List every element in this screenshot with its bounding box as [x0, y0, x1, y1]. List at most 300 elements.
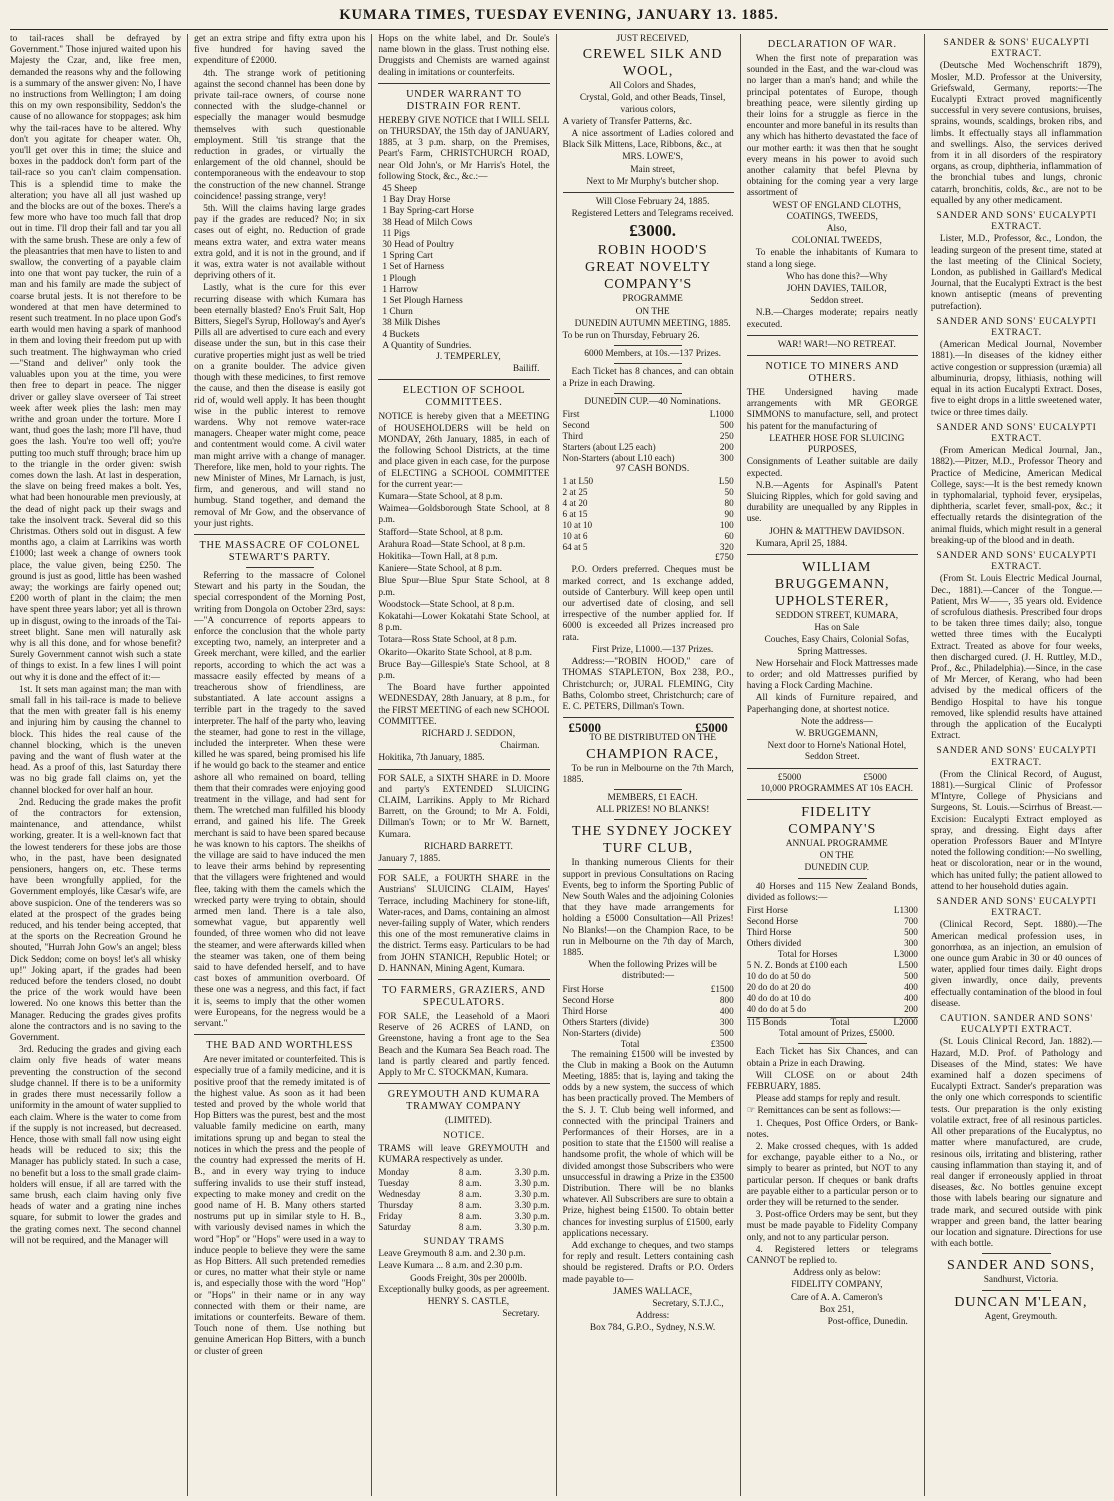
ad-line: Note the address—: [800, 716, 873, 727]
prize-heading: [563, 720, 734, 736]
table-cell: £3500: [710, 1038, 734, 1049]
ad-signature: RICHARD BARRETT.: [423, 841, 513, 852]
ad-line: Address:: [635, 1311, 670, 1322]
table-row: [563, 509, 734, 520]
article-paragraph: 5th. Will the claims having large grades pay if the grades are reduced? No; in six cases out of eight, no. Reduction of grade means extra water, and extra water means extra gold, and it is not in the ground, and if it was, extra water is not available without depriving others of it.: [194, 204, 366, 282]
ad-date: January 7, 1885.: [378, 854, 441, 864]
ad-line: Who has done this?—Why: [786, 271, 888, 282]
ad-body: (St. Louis Clinical Record, Jan. 1882).—Hazard, M.D. Prof. of Pathology and Diseases of the Mind, states: We have examined half a dozen specimens of Eucalypti Extract. Sander's preparation was the only one which corresponds to scientific tests. Our preparation is the only existing volatile extract, free of all resinous particles. All other preparations of the Eucalyptus, no matter where manufactured, are crude, resinous oils, irritating and blistering, rather causing inflammation than staying it, and of real danger if erroneously applied in throat diseases, &c. No bottles genuine except those with labels bearing our signature and trade mark, and secured outside with pink wrapper and green band, the latter bearing our location and signature. Directions for use with each bottle.: [930, 1037, 1103, 1250]
ad-subtitle: (LIMITED).: [444, 1116, 492, 1127]
table-cell: 400: [719, 1005, 734, 1016]
ad-date: Kumara, April 25, 1884.: [755, 538, 848, 549]
ad-body: When the first note of preparation was sounded in the East, and the war-cloud was no larger than a man's hand; and while the principal potentates of Europe, though breathing peace, were silently girding up their loins for a struggle as fierce in the encounter and more baneful in its results than any which has hitherto devastated the face of our mother earth: it was then that he sought every means in his power to avoid such another calamity that befel Plevna by obtaining for the coming year a very large assortment of: [746, 54, 918, 199]
ad-headline: ROBIN HOOD'S GREAT NOVELTY COMPANY'S: [585, 243, 712, 293]
prize-amount: £5000: [568, 720, 602, 736]
ad-signature: MRS. LOWE'S,: [622, 152, 683, 163]
prize-amount: £5000: [695, 720, 728, 736]
list-item: Kaniere—State School, at 8 p.m.: [378, 564, 503, 575]
ad-body: 2. Make crossed cheques, with 1s added for exchange, payable either to a No., or simply to bearer as printed, but NOT to any particular person. If cheques or bank drafts are payable either to a particular person or to order they will be returned to the sender.: [746, 1142, 918, 1209]
table-row: [747, 916, 918, 927]
ad-body: (American Medical Journal, November 1881).—In diseases of the kidney either active congestion or suppression (uræmia) all albuminuria, dropsy, lithiasis, nothing will equal in its action Eucalypti Extract. Doses, five to eight drops in a little sweetened water, twice or three times daily.: [930, 340, 1103, 418]
ad-signature: W. BRUGGEMANN,: [795, 728, 878, 739]
divider: [246, 567, 314, 568]
article-paragraph: Lastly, what is the cure for this ever recurring disease with which Kumara has been eternally blasted? Eno's Fruit Salt, Hop Bitters, Siegel's Syrup, Holloway's and Ayer's Pills all are advertised to cure each and every disease under the sun, but in this case their curative properties might just as well be tried on a granite boulder. The advice given though with these medicines, to first remove the cause, and then the disease is easily got rid of, would well apply. It has been thought wise in the public interest to remove wardens. Why not remove water-race managers. Cheaper water might come, peace and contentment would come. A civil water man might arrive with a change of manager. Therefore, like men, hold to your rights. The new Minister of Mines, Mr Larnach, is just, firm, and generous, and will stand no humbug. Stand together, and demand the removal of Mr Gow, and the observance of your just rights.: [194, 283, 366, 529]
table-cell: 300: [904, 937, 918, 948]
list-item: Blue Spur—Blue Spur State School, at 8 p.m.: [378, 576, 550, 598]
table-cell: Second Horse: [562, 994, 614, 1005]
ad-line: Seddon street.: [810, 296, 864, 307]
table-row: [747, 960, 918, 971]
table-cell: Wednesday: [378, 1189, 421, 1200]
table-cell: 10 at 10: [562, 520, 593, 531]
list-item: 11 Pigs: [382, 228, 410, 239]
table-cell: 80: [724, 498, 734, 509]
ad-headline: WAR! WAR!—NO RETREAT.: [777, 339, 896, 350]
table-row: [563, 984, 734, 995]
divider: [194, 534, 365, 535]
table-row: [563, 542, 734, 553]
ad-signature: FIDELITY COMPANY,: [791, 1280, 883, 1291]
article-paragraph: get an extra stripe and fifty extra upon his five hundred for having saved the expenditure of £2000.: [194, 34, 366, 67]
list-item: 1 Harrow: [382, 284, 419, 295]
table-row: [747, 1004, 918, 1015]
ad-signature: JOHN DAVIES, TAILOR,: [786, 284, 887, 295]
table-cell: Thursday: [378, 1200, 414, 1211]
ad-line: ON THE: [819, 851, 854, 862]
table-cell: 3.30 p.m.: [514, 1178, 550, 1189]
divider: [378, 769, 549, 770]
bonds-total-row: [747, 1017, 918, 1029]
table-row: [563, 995, 734, 1006]
table-cell: 3.30 p.m.: [514, 1189, 550, 1200]
ad-headline: SANDER AND SONS' EUCALYPTI EXTRACT.: [936, 315, 1097, 339]
divider: [378, 1083, 549, 1084]
table-total: £750: [714, 553, 734, 564]
divider: [798, 1043, 866, 1044]
ad-line: 6000 Members, at 10s.—137 Prizes.: [584, 349, 721, 360]
table-cell: Total: [830, 1017, 850, 1028]
ad-body: 4. Registered letters or telegrams CANNOT be replied to.: [746, 1244, 918, 1267]
ad-body: Address:—"ROBIN HOOD," care of THOMAS STAPLETON, Box 238, P.O., Christchurch; or, JURAL FLEMING, City Baths, Colombo street, Christchurch; care of E. C. PETERS, Dillman's Town.: [562, 657, 734, 712]
table-cell: 40 do do at 10 do: [746, 992, 811, 1003]
list-item: Arahura Road—State School, at 8 p.m.: [378, 539, 526, 550]
divider: [747, 799, 918, 800]
ad-headline: FIDELITY COMPANY'S: [788, 804, 877, 837]
table-cell: 500: [904, 926, 918, 937]
ad-body: N.B.—Agents for Aspinall's Patent Sluicing Ripples, which for gold saving and durability are unequalled by any Ripples in use.: [746, 480, 918, 525]
ad-body: (From American Medical Journal, Jan., 1882).—Pitzer, M.D., Professor Theory and Practice of Medicine, American Medical College, says:—It is the best remedy known in typhomalarial, typhoid fever, erysipelas, diphtheria, scarlet fever, small-pox, &c.; it effectually retards the disintegration of the animal fluids, which might result in a general breaking-up of the blood and in death.: [930, 446, 1103, 546]
table-cell: 700: [904, 915, 918, 926]
table-cell: 3.30 p.m.: [514, 1222, 550, 1233]
table-row: [563, 453, 734, 464]
article-paragraph: 2nd. Reducing the grade makes the profit of the contractors for extension, maintenance, and attendance, whilst working, greater. It is a well-known fact that the lowest tenderers for these jobs are those who, in the past, have been designated pensioners, hangers on, etc. These terms have been wrongfully applied, for the Government employés, like Cæsar's wife, are above suspicion. One of the tenderers was so elated at the prospect of the grades being reduced, and his tender being accepted, that at the sports on the Recreation Ground he shouted, "Hurrah John Gow's an angel; bless Dick Seddon; come on boys! let's all whisky up!" Joking apart, if the grades had been reduced before the tenders closed, no doubt the price of the work would have been lowered. No one knows this better than the Manager. Reducing the grades gives profits alone the contractors and is no saving to the Government.: [10, 797, 182, 1044]
prize-amount: £3000.: [629, 221, 676, 241]
table-cell: £1500: [710, 983, 734, 994]
table-cell: 115 Bonds: [746, 1017, 787, 1028]
divider: [194, 1034, 365, 1035]
ad-body: (From the Clinical Record, of August, 1881).—Surgical Clinic of Professor M'Intyre, College of Physicians and Surgeons, St. Louis.—Scirrhus of Breast.—Excision: Eucalypti Extract employed as spray, and dressing. Eight days after operation Professors Bauer and M'Intyre noted the following condition:—No swelling, heat or discoloration, near or in the wound, which has united fully; the patient allowed to attend to her household duties again.: [930, 769, 1103, 892]
table-cell: 300: [719, 453, 734, 464]
ad-line: Main street,: [630, 164, 675, 175]
ad-headline: DECLARATION OF WAR.: [767, 39, 897, 50]
table-row: [563, 420, 734, 431]
list-item: 1 Churn: [382, 307, 413, 318]
table-cell: Non-Starters (divide): [562, 1027, 641, 1038]
table-cell: 5 N. Z. Bonds at £100 each: [746, 959, 848, 970]
table-row: [563, 442, 734, 453]
ad-body: (From St. Louis Electric Medical Journal, Dec., 1881).—Cancer of the Tongue.—Patient, Mrs W——, 35 years old. Evidence of scrofulous diathesis. Prescribed four drops to be taken three times daily; also, tongue wetted three times with the Eucalypti Extract. Treated as above for four weeks, then discharged cured. (J. H. Ruttley, M.D., Prof., &c., Philadelphia).—Since, in the case of Mr Mercer, of Kerang, who had been advised by the medical officers of the Bendigo Hospital to have his tongue removed, like splendid results have attained through the application of the Eucalypti Extract.: [930, 574, 1103, 742]
divider: [982, 1290, 1050, 1291]
ad-line: Sandhurst, Victoria.: [983, 1275, 1059, 1286]
list-item: 30 Head of Poultry: [382, 240, 454, 251]
tram-timetable: [378, 1167, 549, 1233]
ad-line: Also,: [826, 224, 847, 235]
ad-signature: HENRY S. CASTLE,: [427, 1297, 510, 1308]
divider: [798, 878, 866, 879]
masthead: KUMARA TIMES, TUESDAY EVENING, JANUARY 13. 1885.: [10, 4, 1108, 30]
table-cell: Third Horse: [746, 926, 792, 937]
table-cell: 10 at 6: [562, 531, 588, 542]
table-cell: 3.30 p.m.: [514, 1211, 550, 1222]
list-item: Hokitika—Town Hall, at 8 p.m.: [378, 551, 498, 562]
eucalypti-ad: [931, 37, 1102, 207]
table-row: [747, 971, 918, 982]
ad-body: Please add stamps for reply and result.: [755, 1094, 901, 1105]
table-cell: Total: [620, 1038, 640, 1049]
ad-body: Consignments of Leather suitable are daily expected.: [746, 457, 918, 479]
table-cell: 8 a.m.: [458, 1211, 482, 1222]
table-cell: Third Horse: [562, 1005, 608, 1016]
ad-headline: SANDER AND SONS' EUCALYPTI EXTRACT.: [936, 549, 1097, 573]
ad-headline: TO FARMERS, GRAZIERS, AND SPECULATORS.: [382, 985, 546, 1009]
ad-headline: ELECTION OF SCHOOL COMMITTEES.: [402, 385, 526, 409]
ad-signature: DUNCAN M'LEAN,: [954, 1294, 1088, 1310]
ad-body: (Deutsche Med Wochenschrift 1879), Mosler, M.D. Professor at the University, Griefswald, Germany, reports:—The Eucalypti Extract proved magnificently successful in very severe contusions, bruises, sprains, wounds, scaldings, broken ribs, and limbs. It effectually stays all inflammation and swellings. Also, the services derived from it in all disorders of the respiratory organs, as croup, diphtheria, inflammation of the bronchial tubes and lungs, chronic catarrh, bronchitis, colds, &c., are not to be equalled by any other medicament.: [930, 61, 1103, 206]
list-item: 1 Bay Spring-cart Horse: [382, 206, 474, 217]
ad-body: TRAMS will leave GREYMOUTH and KUMARA respectively as under.: [378, 1143, 550, 1165]
table-cell: L1300: [893, 904, 918, 915]
divider: [747, 768, 918, 769]
article-paragraph: 3rd. Reducing the grades and giving each claim only five heads of water means preventing the construction of the second sludge channel. If there is to be a uniformity in grades there must necessarily follow a uniformity in the amount of water supplied to each claim. Where is the water to come from if the supply is not increased, but decreased. Hence, those with small fall now using eight heads will be reduced to six; this the Manager has publicly stated. In such a case, no benefit but a loss to the small grade claim-holders will ensue, if all are tarred with the same brush, each claim having only five heads of water and a grating nine inches square, for submit to lower the grades and the grating comes next. The second channel will not be required, and the Manager will: [10, 1045, 182, 1246]
table-row: [378, 1167, 549, 1178]
divider: [378, 869, 549, 870]
ad-role: Chairman.: [500, 741, 540, 752]
ad-line: DUNEDIN AUTUMN MEETING, 1885.: [574, 318, 731, 329]
list-item: 1 Spring Cart: [382, 251, 433, 262]
table-cell: First Horse: [746, 904, 788, 915]
ad-line: Agent, Greymouth.: [984, 1311, 1058, 1322]
list-item: 45 Sheep: [382, 184, 417, 195]
list-item: A Quantity of Sundries.: [382, 340, 472, 351]
table-cell: 20 do do at 20 do: [746, 981, 811, 992]
table-cell: Friday: [378, 1211, 403, 1222]
ad-body: In thanking numerous Clients for their support in previous Consultations on Racing Events, beg to inform the Sporting Public of New South Wales and the adjoining Colonies that they have made arrangements for holding a £5000 Consultation—All Prizes! No Blanks!—on the Champion Race, to be run in Melbourne on the 7th day of March, 1885.: [562, 858, 734, 958]
eucalypti-ad: [931, 422, 1102, 547]
table-row: [747, 949, 918, 960]
ad-line: WEST OF ENGLAND CLOTHS, COATINGS, TWEEDS,: [772, 200, 902, 222]
table-cell: 4 at 20: [562, 498, 588, 509]
ad-body: [747, 1106, 918, 1117]
divider: [563, 717, 734, 718]
ad-body: Lister, M.D., Professor, &c., London, the leading surgeon of the present time, stated at the last meeting of the Clinical Society, London, as published in Gaillard's Medical Journal, that the Eucalypti Extract is the best known antiseptic (means of preventing putrefaction).: [930, 234, 1103, 312]
ad-headline: NOTICE TO MINERS AND OTHERS.: [765, 361, 900, 385]
ad-headline: WILLIAM BRUGGEMANN, UPHOLSTERER,: [774, 559, 890, 609]
ad-role: Secretary.: [502, 1309, 540, 1320]
table-cell: 50: [724, 487, 734, 498]
table-cell: L500: [898, 959, 918, 970]
table-cell: Saturday: [378, 1222, 412, 1233]
ad-line: Registered Letters and Telegrams received.: [571, 209, 734, 220]
table-cell: Monday: [378, 1167, 409, 1178]
columns: [10, 34, 1108, 1496]
ad-signature: SANDER AND SONS,: [947, 1258, 1095, 1274]
article-paragraph: 1st. It sets man against man; the man with small fall in his tail-race is made to believe that the men with greater fall is his enemy and injuring him by causing the channel to block. This hides the real cause of the channel blocking, which is the uneven paving and the want of flush water at the head. As a proof of this, last Saturday there was no big grade fall claims on, yet the channel blocked for over half an hour.: [10, 684, 182, 796]
table-cell: L3000: [893, 948, 918, 959]
table-row: [563, 1039, 734, 1050]
ad-line: Total amount of Prizes, £5000.: [779, 1029, 895, 1040]
table-cell: 3.30 p.m.: [514, 1200, 550, 1211]
article-paragraph: Are never imitated or counterfeited. This is especially true of a family medicine, and it is positive proof that the remedy imitated is of the highest value. As soon as it had been tested and proved by the whole world that Hop Bitters was the purest, best and the most valuable family medicine on earth, many imitations sprung up and began to steal the notices in which the press and the people of the country had expressed the merits of H. B., and in every way trying to induce suffering invalids to use their stuff instead, expecting to make money and credit on the good name of H. B. Many others started nostrums put up in similar style to H. B., with variously devised names in which the word "Hop" or "Hops" were used in a way to induce people to believe they were the same as Hop Bitters. All such pretended remedies or cures, no matter what their style or name is, and especially those with the word "Hop" or "Hops" in their name or in any way connected with them or their name, are imitations or counterfeits. Beware of them. Touch none of them. Use nothing but genuine American Hop Bitters, with a bunch or cluster of green: [194, 1055, 366, 1357]
table-row: [563, 409, 734, 420]
table-row: [563, 1017, 734, 1028]
article-paragraph: Referring to the massacre of Colonel Stewart and his party in the Soudan, the special correspondent of the Morning Post, writing from Dongola on October 23rd, says:—"A concurrence of reports appears to enforce the conclusion that the whole party excepting two, namely, an interpreter and a Greek merchant, were killed, and the earlier reports, according to which the act was a massacre easily effected by means of a treacherous show of friendliness, are substantiated. A late account assigns a terrible part in the tragedy to the saved interpreter. The half of the party who, leaving the steamer, had gone to rest in the village, included the interpreter. When these were killed he was spared, being promised his life if he would go back to the steamer and entice ashore all who remained on board, telling them that their comrades were enjoying good treatment in the village, and had sent for them. The wretched man fulfilled his bloody errand, and gained his life. The Greek merchant is said to have been spared because he was known to his captors. The sheikhs of the village are said to have induced the men to leave their arms behind by representing that the villagers were frightened and would flee, taking with them the camels which the wrecked party were trying to obtain, should armed men land. There is a tale also, somewhat vague, but apparently well founded, of three women who did not leave the steamer, and were afterwards killed when the steamer was taken, one of them being said to have defended herself, and to have cast boxes of ammunition overboard. Of these one was a negress, and this fact, if fact it is, seems to imply that the other women were Europeans, for the negress would be a servant.": [194, 570, 366, 1030]
ad-line: Next to Mr Murphy's butcher shop.: [586, 176, 719, 187]
ad-headline: SANDER AND SONS' EUCALYPTI EXTRACT.: [936, 745, 1097, 768]
list-item: Okarito—Okarito State School, at 8 p.m.: [378, 647, 532, 658]
ad-line: ON THE: [635, 306, 670, 317]
ad-body: 40 Horses and 115 New Zealand Bonds, divided as follows:—: [746, 881, 918, 903]
divider: [614, 345, 682, 346]
table-cell: 8 a.m.: [458, 1178, 482, 1189]
table-cell: L50: [718, 476, 734, 487]
table-cell: Second: [562, 420, 590, 431]
ad-headline: SANDER AND SONS' EUCALYPTI EXTRACT.: [936, 896, 1097, 919]
table-row: [378, 1200, 549, 1211]
table-row: [563, 476, 734, 487]
table-row: [563, 520, 734, 531]
ad-body: To enable the inhabitants of Kumara to stand a long siege.: [746, 248, 918, 270]
table-cell: 8 a.m.: [458, 1189, 482, 1200]
table-row: [563, 1006, 734, 1017]
ad-line: MEMBERS, £1 EACH.: [607, 792, 698, 803]
table-row: [563, 431, 734, 442]
list-item: 1 Plough: [382, 273, 416, 284]
table-cell: Second Horse: [746, 915, 798, 926]
table-cell: 500: [719, 1027, 734, 1038]
list-item: Waimea—Goldsborough State School, at 8 p.m.: [378, 504, 550, 526]
table-cell: 64 at 5: [562, 542, 588, 553]
table-cell: 800: [719, 994, 734, 1005]
table-cell: Others Starters (divide): [562, 1016, 649, 1027]
divider: [378, 379, 549, 380]
table-row: [378, 1178, 549, 1189]
ad-body: Leave Kumara ... 8 a.m. and 2.30 p.m.: [378, 1261, 523, 1272]
ad-line: ANNUAL PROGRAMME: [785, 838, 888, 849]
divider: [378, 83, 549, 84]
list-item: 38 Head of Milch Cows: [382, 217, 473, 228]
table-cell: 200: [719, 442, 734, 453]
table-row: [563, 531, 734, 542]
column-6: [924, 34, 1108, 1496]
ad-headline: CREWEL SILK AND WOOL,: [582, 47, 723, 80]
table-cell: Tuesday: [378, 1178, 410, 1189]
table-cell: Non-Starters (about L10 each): [562, 453, 675, 464]
table-cell: 400: [904, 981, 918, 992]
list-item: 1 Set of Harness: [382, 262, 445, 273]
ad-body: Each Ticket has 8 chances, and can obtain a Prize in each Drawing.: [562, 367, 734, 389]
ad-signature: JAMES WALLACE,: [613, 1286, 693, 1297]
ad-subheading: SUNDAY TRAMS: [423, 1236, 505, 1248]
article-headline: THE MASSACRE OF COLONEL STEWART'S PARTY.: [199, 539, 361, 563]
table-cell: Third: [562, 431, 583, 442]
list-item: Totara—Ross State School, at 8 p.m.: [378, 635, 517, 646]
table-row: [747, 938, 918, 949]
ad-subheading: DUNEDIN CUP.—40 Nominations.: [584, 396, 721, 407]
eucalypti-ad: [931, 1013, 1102, 1250]
cash-bonds-table: [563, 476, 734, 553]
ad-line: LEATHER HOSE FOR SLUICING PURPOSES,: [769, 433, 905, 456]
ad-date: Hokitika, 7th January, 1885.: [378, 753, 485, 764]
list-item: 4 Buckets: [382, 329, 420, 340]
ad-headline: THE SYDNEY JOCKEY TURF CLUB,: [572, 824, 734, 857]
table-cell: First Horse: [562, 983, 604, 994]
table-cell: 100: [719, 520, 734, 531]
table-cell: 8 a.m.: [458, 1200, 482, 1211]
divider: [747, 335, 918, 336]
divider: [563, 192, 734, 193]
table-cell: 60: [724, 531, 734, 542]
ad-line: PROGRAMME: [622, 294, 683, 305]
ad-body: The Board have further appointed WEDNESDAY, 28th January, at 8 p.m., for the FIRST MEETING of each new SCHOOL COMMITTEE.: [378, 683, 550, 727]
table-cell: 320: [719, 542, 734, 553]
table-cell: 500: [719, 420, 734, 431]
ad-signature: RICHARD J. SEDDON,: [421, 728, 516, 739]
divider: [614, 819, 682, 820]
ad-body: Add exchange to cheques, and two stamps for reply and result. Letters containing cash should be registered. Drafts or P.O. Orders made payable to—: [562, 1241, 734, 1285]
ad-body: FOR SALE, a FOURTH SHARE in the Austrians' SLUICING CLAIM, Hayes' Terrace, including Machinery for stone-lift, Water-races, and Dams, containing an almost never-failing supply of Water, which renders this one of the most remunerative claims in the district. Terms easy. Particulars to be had from JOHN STANICH, Republic Hotel; or D. HANNAN, Mining Agent, Kumara.: [378, 874, 550, 974]
table-cell: 3.30 p.m.: [514, 1167, 550, 1178]
ad-line: Crystal, Gold, and other Beads, Tinsel, various colors,: [579, 93, 726, 115]
ad-body: 3. Post-office Orders may be sent, but they must be made payable to Fidelity Company only, and not to any particular person.: [746, 1210, 918, 1243]
prize-heading: [747, 773, 918, 784]
table-row: [563, 487, 734, 498]
table-cell: 500: [904, 970, 918, 981]
ad-role: Secretary, S.T.J.C.,: [652, 1299, 724, 1310]
table-cell: 2 at 25: [562, 487, 588, 498]
eucalypti-ad: [931, 896, 1102, 1010]
ad-body: Each Ticket has Six Chances, and can obtain a Prize in each Drawing.: [746, 1047, 918, 1069]
ad-body: N.B.—Charges moderate; repairs neatly executed.: [746, 308, 918, 330]
ad-signature: J. TEMPERLEY,: [436, 352, 501, 363]
list-item: Woodstock—State School, at 8 p.m.: [378, 599, 515, 610]
eucalypti-ad: [931, 550, 1102, 742]
ad-headline: SANDER AND SONS' EUCALYPTI EXTRACT.: [936, 421, 1097, 444]
table-cell: 300: [719, 1016, 734, 1027]
table-row: [747, 982, 918, 993]
ad-line: A variety of Transfer Patterns, &c.: [562, 116, 692, 127]
ad-headline: SANDER AND SONS' EUCALYPTI EXTRACT.: [936, 210, 1097, 233]
article-headline: THE BAD AND WORTHLESS: [206, 1040, 354, 1052]
ad-line: ALL PRIZES! NO BLANKS!: [595, 805, 710, 816]
ad-headline: UNDER WARRANT TO DISTRAIN FOR RENT.: [406, 88, 522, 112]
eucalypti-ad: [931, 210, 1102, 313]
ad-body: Goods Freight, 30s per 2000lb. Exceptionally bulky goods, as per agreement.: [378, 1273, 550, 1295]
list-item: Kokatahi—Lower Kokatahi State School, at 8 p.m.: [378, 611, 550, 634]
ad-line: Couches, Easy Chairs, Colonial Sofas, Spring Mattresses.: [764, 635, 910, 657]
ad-line: DUNEDIN CUP.: [804, 863, 870, 874]
ad-body: New Horsehair and Flock Mattresses made to order; and old Mattresses purified by having a Flock Carding Machine.: [746, 658, 918, 692]
nz-bonds-table: [747, 960, 918, 1015]
table-cell: 200: [904, 1003, 918, 1014]
ad-line: Post-office, Dunedin.: [827, 1317, 908, 1328]
ad-body: A nice assortment of Ladies colored and Black Silk Mittens, Lace, Ribbons, &c., at: [562, 129, 734, 151]
eucalypti-ad: [931, 316, 1102, 419]
ad-line: Care of A. A. Cameron's: [790, 1292, 883, 1303]
list-item: Bruce Bay—Gillespie's State School, at 8 p.m.: [378, 659, 550, 681]
column-5: [740, 34, 924, 1496]
ad-line: Box 251,: [819, 1304, 854, 1315]
ad-headline: SANDER & SONS' EUCALYPTI EXTRACT.: [943, 37, 1090, 60]
cup-prize-table: [563, 409, 734, 464]
table-cell: L1000: [709, 409, 734, 420]
list-item: 38 Milk Dishes: [382, 318, 441, 329]
prize-amount: £5000: [863, 772, 887, 783]
table-cell: L2000: [893, 1017, 918, 1028]
ad-headline: CAUTION. SANDER AND SONS' EUCALYPTI EXTRACT.: [940, 1013, 1093, 1036]
table-cell: 10 do do at 50 do: [746, 970, 811, 981]
ad-line: All Colors and Shades,: [609, 81, 696, 92]
ad-signature: JOHN & MATTHEW DAVIDSON.: [769, 526, 905, 537]
eucalypti-ad: [931, 745, 1102, 893]
ad-body: FOR SALE, a SIXTH SHARE in D. Moore and party's EXTENDED SLUICING CLAIM, Larrikins. Apply to Mr Richard Barrett, on the Ground; to Mr A. Foldi, Dillman's Town; or to Mr W. Barnett, Kumara.: [378, 773, 550, 840]
table-row: [747, 927, 918, 938]
divider: [982, 1253, 1050, 1254]
article-paragraph: 4th. The strange work of petitioning against the second channel has been done by private tail-race owners, of course none connected with the sludge-channel or especially the manager would besmudge themselves with such questionable employment. Still 'tis strange that the reduction in grades, or virtually the enlargement of the old channel, should be contemporaneous with the endeavour to stop the construction of the new channel. Strange coincidence! passing strange, very!: [194, 68, 366, 202]
column-4: [556, 34, 740, 1496]
ad-body: FOR SALE, the Leasehold of a Maori Reserve of 26 ACRES of LAND, on Greenstone, having a front age to the Sea Beach and the Kumara Sea Beach road. The land is partly cleared and partly fenced. Apply to Mr C. STOCKMAN, Kumara.: [378, 1012, 550, 1079]
table-row: [378, 1211, 549, 1222]
list-item: 1 Bay Dray Horse: [382, 195, 451, 206]
list-item: Kumara—State School, at 8 p.m.: [378, 491, 503, 502]
school-list: [378, 492, 549, 682]
ad-body: P.O. Orders preferred. Cheques must be marked correct, and 1s exchange added, outside of Canterbury. Will keep open until our advertised date of closing, and sell irrespective of the number applied for. If 6000 is exceeded all Prizes increased pro rata.: [562, 565, 734, 643]
table-cell: Total for Horses: [777, 948, 838, 959]
ad-role: Bailiff.: [512, 364, 540, 375]
table-row: [563, 1028, 734, 1039]
column-1: [10, 34, 187, 1496]
ad-line: COLONIAL TWEEDS,: [791, 236, 882, 247]
column-2: [187, 34, 371, 1496]
pointing-hand-icon: ☞: [746, 1106, 756, 1117]
ad-body: 1. Cheques, Post Office Orders, or Bank-notes.: [746, 1118, 918, 1140]
ad-body: THE Undersigned having made arrangements with MR GEORGE SIMMONS to manufacture, sell, and protect his patent for the manufacturing of: [746, 388, 918, 432]
list-item: Stafford—State School, at 8 p.m.: [378, 527, 503, 538]
ad-line: Box 784, G.P.O., Sydney, N.S.W.: [589, 1323, 716, 1334]
table-cell: Others divided: [746, 937, 802, 948]
table-cell: 250: [719, 431, 734, 442]
ad-line: 10,000 PROGRAMMES AT 10s EACH.: [760, 783, 913, 794]
table-row: [563, 498, 734, 509]
ad-body: Will CLOSE on or about 24th FEBRUARY, 1885.: [746, 1070, 918, 1092]
divider: [747, 355, 918, 356]
ad-body: To be run in Melbourne on the 7th March, 1885.: [562, 763, 734, 785]
divider: [614, 393, 682, 394]
ad-line: Address only as below:: [792, 1268, 881, 1279]
table-row: [747, 905, 918, 916]
ad-text: Remittances can be sent as follows:—: [757, 1106, 901, 1117]
table-cell: 6 at 15: [562, 509, 588, 520]
table-row: [747, 993, 918, 1004]
